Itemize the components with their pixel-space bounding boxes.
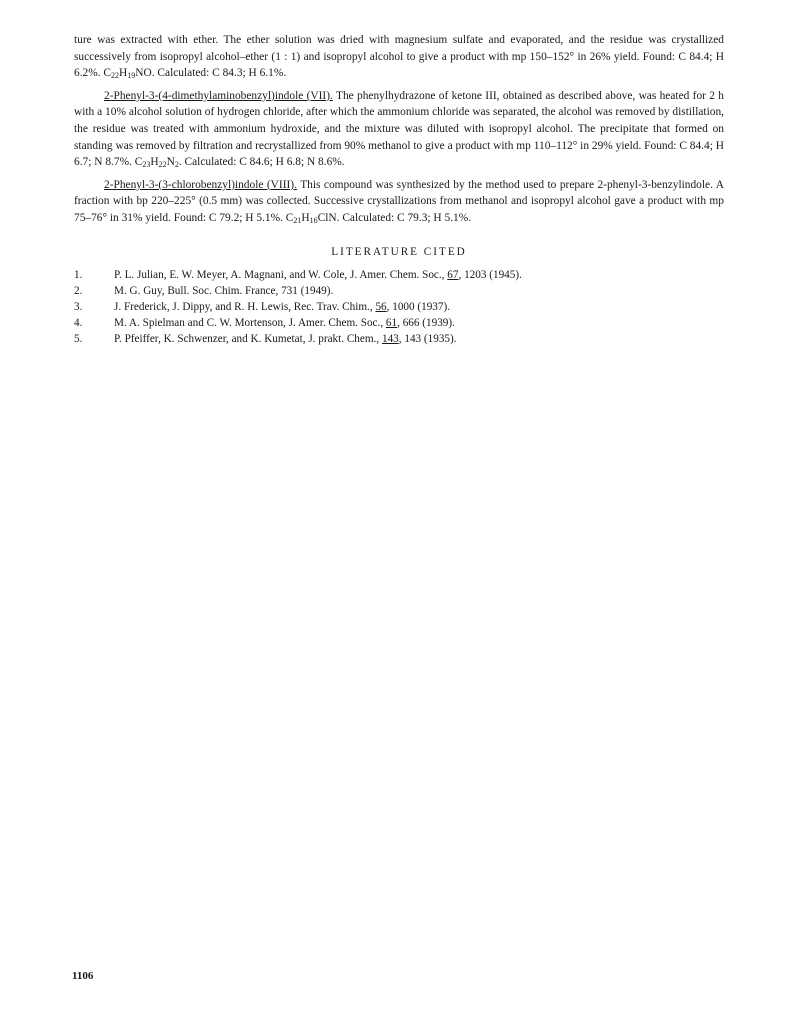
body-text <box>74 32 724 227</box>
reference-text: J. Frederick, J. Dippy, and R. H. Lewis, Rec. Trav. Chim., 56, 1000 (1937). <box>114 300 451 313</box>
subscript: 22 <box>158 160 167 170</box>
page-content <box>74 32 724 347</box>
literature-cited-heading: LITERATURE CITED <box>331 245 467 258</box>
reference-text: P. Pfeiffer, K. Schwenzer, and K. Kumetat, J. prakt. Chem., 143, 143 (1935). <box>114 332 457 345</box>
subscript: 16 <box>309 215 318 225</box>
paragraph: 2-Phenyl-3-(3-chlorobenzyl)indole (VIII). This compound was synthesized by the method used to prepare 2-phenyl-3-benzylindole. A fraction with bp 220–225° (0.5 mm) was collected. Successive crystallizations from methanol and isopropyl alcohol gave a product with mp 75–76° in 31% yield. Found: C 79.2; H 5.1%. $C_{21}H_{16}ClN$. Calculated: C 79.3; H 5.1%. <box>74 178 724 225</box>
compound-heading: 2-Phenyl-3-(3-chlorobenzyl)indole (VIII). <box>104 178 297 191</box>
reference-item <box>74 315 724 331</box>
paragraph: 2-Phenyl-3-(4-dimethylaminobenzyl)indole (VII). The phenylhydrazone of ketone III, obtained as described above, was heated for 2 h with a 10% alcohol solution of hydrogen chloride, after which the ammonium chloride was separated, the alcohol was removed by distillation, the residue was treated with ammonium hydroxide, and the mixture was diluted with isopropyl alcohol. The precipitate that formed on standing was removed by filtration and recrystallized from 90% methanol to give a product with mp 110–112° in 29% yield. Found: C 84.4; H 6.7; N 8.7%. $C_{23}H_{22}N_2$. Calculated: C 84.6; H 6.8; N 8.6%. <box>74 89 724 170</box>
reference-text: M. A. Spielman and C. W. Mortenson, J. Amer. Chem. Soc., 61, 666 (1939). <box>114 316 455 329</box>
reference-item <box>74 267 724 283</box>
subscript: 19 <box>127 71 136 81</box>
reference-volume: 61 <box>385 316 398 329</box>
reference-text: M. G. Guy, Bull. Soc. Chim. France, 731 (1949). <box>114 284 334 297</box>
reference-text: P. L. Julian, E. W. Meyer, A. Magnani, and W. Cole, J. Amer. Chem. Soc., 67, 1203 (1945). <box>114 268 522 281</box>
reference-volume: 143 <box>381 332 399 345</box>
reference-number: 3. <box>74 300 83 313</box>
reference-volume: 56 <box>375 300 387 313</box>
paragraph: ture was extracted with ether. The ether solution was dried with magnesium sulfate and evaporated, and the residue was crystallized successively from isopropyl alcohol–ether (1 : 1) and isopropyl alcohol to give a product with mp 150–152° in 26% yield. Found: C 84.4; H 6.2%. $C_{22}H_{19}NO$. Calculated: C 84.3; H 6.1%. <box>74 34 724 81</box>
compound-heading: 2-Phenyl-3-(4-dimethylaminobenzyl)indole (VII). <box>104 89 333 102</box>
reference-item <box>74 299 724 315</box>
reference-item <box>74 331 724 347</box>
reference-number: 1. <box>74 268 83 281</box>
reference-number: 5. <box>74 332 83 345</box>
reference-number: 2. <box>74 284 83 297</box>
subscript: 22 <box>111 71 120 81</box>
reference-item <box>74 283 724 299</box>
subscript: 23 <box>142 160 151 170</box>
subscript: 2 <box>174 160 179 170</box>
reference-list <box>74 267 724 347</box>
reference-volume: 67 <box>447 268 459 281</box>
subscript: 21 <box>293 215 302 225</box>
page-number: 1106 <box>72 970 94 982</box>
reference-number: 4. <box>74 316 83 329</box>
